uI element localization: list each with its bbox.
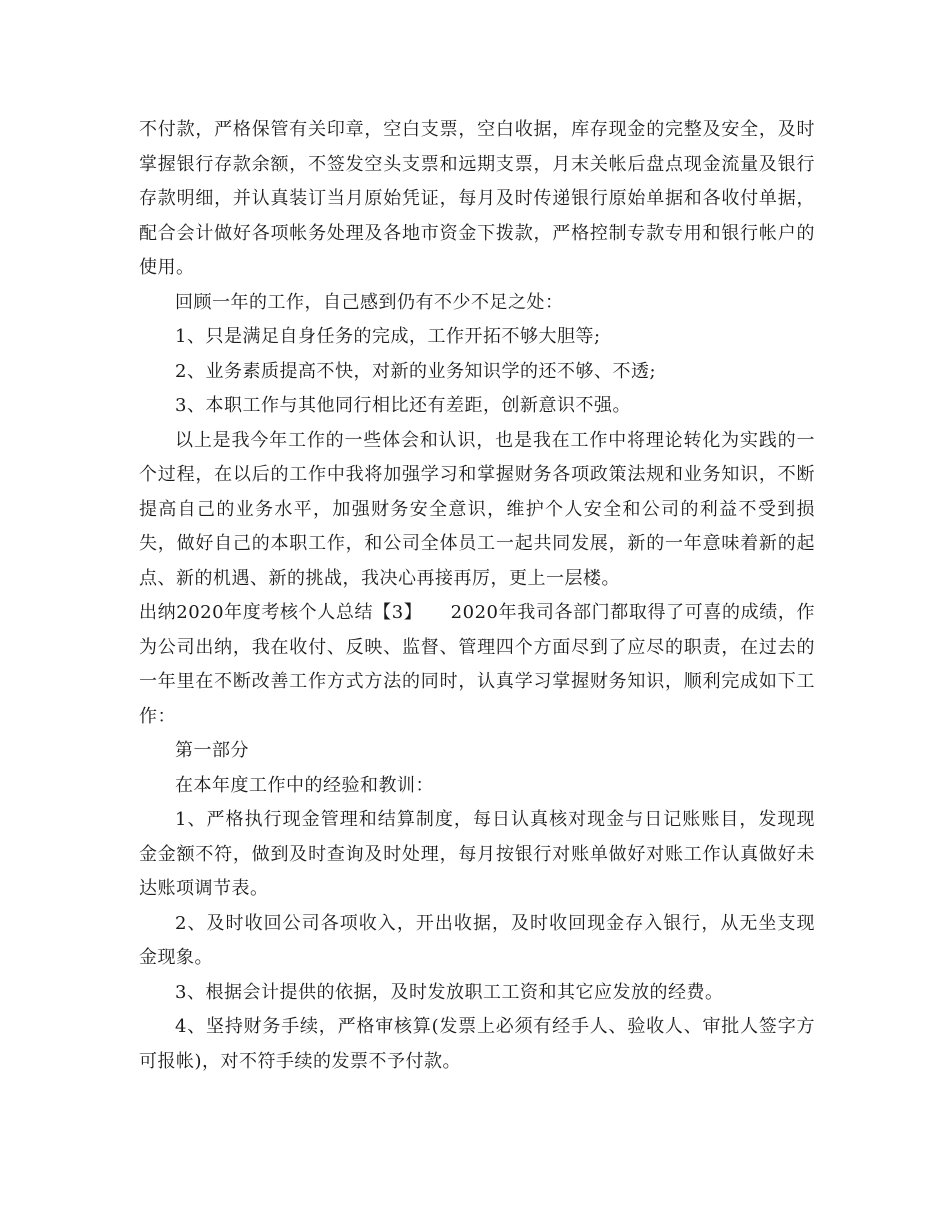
paragraph-continued-cashier-duties: 不付款，严格保管有关印章，空白支票，空白收据，库存现金的完整及安全，及时掌握银行存款余额，不签发空头支票和远期支票，月末关帐后盘点现金流量及银行存款明细，并认真装订当月原始凭证，每月及时传递银行原始单据和各收付单据，配合会计做好各项帐务处理及各地市资金下拨款，严格控制专款专用和银行帐户的使用。 — [139, 119, 815, 278]
paragraph-conclusion: 以上是我今年工作的一些体会和认识，也是我在工作中将理论转化为实践的一个过程，在以后的工作中我将加强学习和掌握财务各项政策法规和业务知识，不断提高自己的业务水平，加强财务安全意识，维护个人安全和公司的利益不受到损失，做好自己的本职工作，和公司全体员工一起共同发展，新的一年意味着新的起点、新的机遇、新的挑战，我决心再接再厉，更上一层楼。 — [139, 429, 815, 589]
list-item-experience-3: 3、根据会计提供的依据，及时发放职工工资和其它应发放的经费。 — [175, 981, 724, 1003]
list-item-shortcoming-1: 1、只是满足自身任务的完成，工作开拓不够大胆等; — [175, 326, 601, 347]
list-item-experience-2: 2、及时收回公司各项收入，开出收据，及时收回现金存入银行，从无坐支现金现象。 — [139, 912, 815, 968]
paragraph-experience-intro: 在本年度工作中的经验和教训： — [175, 774, 434, 796]
document-body — [139, 113, 815, 1079]
part-heading: 第一部分 — [175, 740, 249, 761]
section-heading-summary-3: 出纳2020年度考核个人总结【3】 2020年我司各部门都取得了可喜的成绩，作为公司出纳，我在收付、反映、监督、管理四个方面尽到了应尽的职责，在过去的一年里在不断改善工作方式方法的同时，认真学习掌握财务知识，顺利完成如下工作： — [139, 602, 815, 727]
paragraph-review-intro: 回顾一年的工作，自己感到仍有不少不足之处： — [175, 291, 564, 313]
list-item-experience-1: 1、严格执行现金管理和结算制度，每日认真核对现金与日记账账目，发现现金金额不符，做到及时查询及时处理，每月按银行对账单做好对账工作认真做好未达账项调节表。 — [139, 809, 815, 899]
list-item-shortcoming-3: 3、本职工作与其他同行相比还有差距，创新意识不强。 — [175, 395, 631, 416]
list-item-experience-4: 4、坚持财务手续，严格审核算(发票上必须有经手人、验收人、审批人签字方可报帐)，对不符手续的发票不予付款。 — [139, 1016, 815, 1072]
list-item-shortcoming-2: 2、业务素质提高不快，对新的业务知识学的还不够、不透; — [175, 360, 657, 382]
